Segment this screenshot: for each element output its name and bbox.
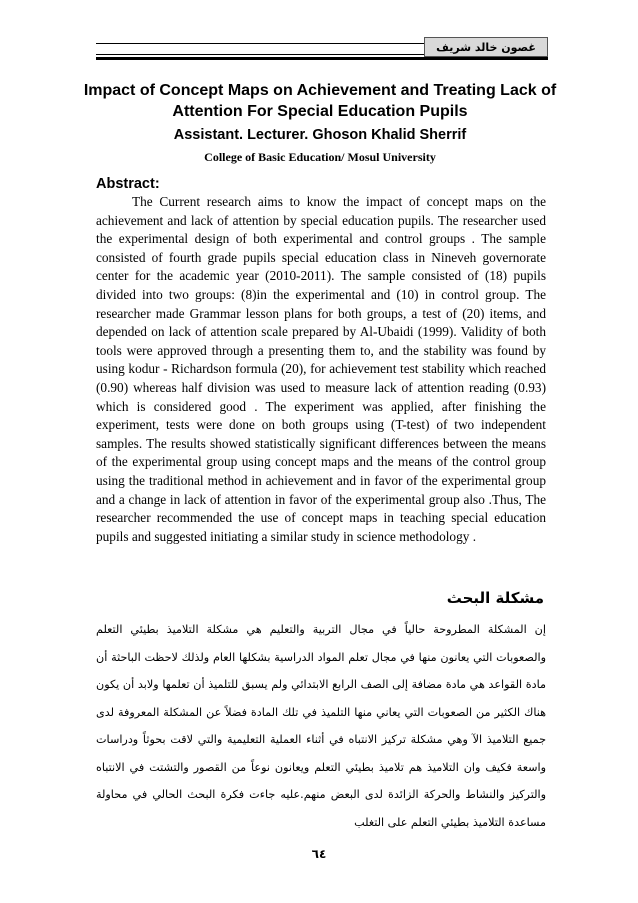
abstract-heading: Abstract:: [96, 176, 160, 192]
abstract-body: The Current research aims to know the impact of concept maps on the achievement and lack of attention by special education pupils. The researcher used the experimental design of both experimental and control groups . The sample consisted of fourth grade pupils special education class in Nineveh governorate center for the academic year (2010-2011). The sample consisted of (18) pupils divided into two groups: (8)in the experimental and (10) in control group. The researcher made Grammar lesson plans for both groups, a test of (20) items, and depended on lack of attention scale prepared by Al-Ubaidi (1999). Validity of both tools were approved through a presenting them to, and the stability was found by using kodur - Richardson formula (20), for achievement test stability which reached (0.90) whereas half division was used to measure lack of attention reading (0.93) which is considered good . The experiment was applied, after finishing the experiment, tests were done on both groups using (T-test) of two independent samples. The results showed statistically significant differences between the means of the experimental group using concept maps and the means of the control group using the traditional method in achievement and in favor of the experimental group and a change in lack of attention in favor of the experimental group also .Thus, The researcher recommended the use of concept maps in teaching special education pupils and suggested initiating a similar study in science methodology .: [96, 194, 546, 544]
arabic-section-heading: مشكلة البحث: [446, 589, 544, 607]
page-number: ٦٤: [311, 847, 327, 861]
arabic-section-body: إن المشكلة المطروحة حالياً في مجال التربية والتعليم هي مشكلة التلاميذ بطيئي التعلم والصعوبات التي يعانون منها في مجال تعلم المواد الدراسية بشكلها العام ولذلك لاحظت الباحثة أن مادة القواعد هي مادة مضافة إلى الصف الرابع الابتدائي ولم يسبق للتلميذ أن تعلمها ولابد أن يكون هناك الكثير من الصعوبات التي يعاني منها التلميذ في تلك المادة فضلاً عن المشكلة المعروفة لدى جميع التلاميذ الآ وهي مشكلة تركيز الانتباه في أثناء العملية التعليمية والتي لاقت بحوثاً ودراسات واسعة فكيف وان التلاميذ هم تلاميذ بطيئي التعلم ويعانون نوعاً من القصور والتشتت في الانتباه والتركيز والنشاط والحركة الزائدة لدى البعض منهم.عليه جاءت فكرة البحث الحالي في محاولة مساعدة التلاميذ بطيئي التعلم على التغلب: [96, 623, 546, 829]
header-author-tag: غصون خالد شريف: [424, 37, 548, 57]
header-rule-bottom: [96, 57, 548, 60]
affiliation-line: College of Basic Education/ Mosul University: [204, 150, 436, 164]
running-header: [96, 37, 548, 61]
author-line: Assistant. Lecturer. Ghoson Khalid Sherrif: [173, 127, 467, 143]
paper-title: Impact of Concept Maps on Achievement and Treating Lack of Attention For Special Education Pupils: [83, 82, 557, 120]
